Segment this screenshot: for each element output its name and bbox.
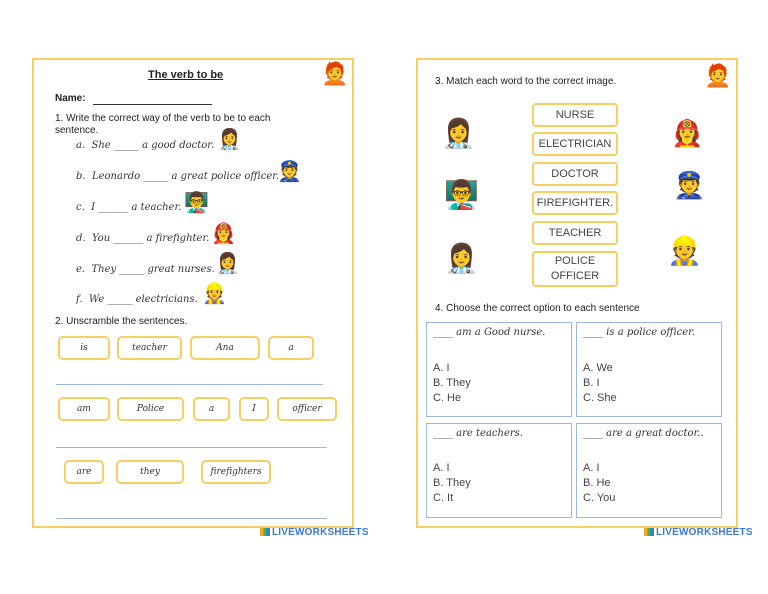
word-tile[interactable]: a (268, 336, 314, 360)
option-stem: ____ is a police officer. (583, 327, 696, 338)
teacher-icon: 👨‍🏫 (444, 179, 479, 210)
page-title: The verb to be (148, 69, 224, 81)
police-officer-icon: 👮 (673, 170, 706, 200)
match-word[interactable]: NURSE (532, 103, 618, 127)
answer-line[interactable] (56, 518, 327, 519)
nurse-icon: 👩‍⚕️ (215, 253, 240, 275)
option-choice[interactable]: B. They (433, 477, 471, 489)
firefighter-icon: 👩‍🚒 (211, 223, 236, 245)
question-4: 4. Choose the correct option to each sentence (435, 303, 640, 314)
question-2: 2. Unscramble the sentences. (55, 316, 188, 327)
electrician-icon: 👷 (202, 283, 227, 305)
word-tile[interactable]: a (193, 397, 230, 421)
option-stem: ____ are teachers. (433, 428, 523, 439)
electrician-icon: 👷 (667, 235, 702, 266)
brand-logo: LIVEWORKSHEETS (260, 527, 369, 538)
match-word[interactable]: TEACHER (532, 221, 618, 245)
brand-logo: LIVEWORKSHEETS (644, 527, 753, 538)
word-tile[interactable]: am (58, 397, 110, 421)
police-officer-icon: 👮 (277, 161, 302, 183)
name-label: Name: (55, 93, 86, 104)
firefighter-icon: 👩‍🚒 (671, 118, 704, 148)
word-tile[interactable]: Ana (190, 336, 260, 360)
q1-item: d. You ______ a firefighter. (76, 233, 210, 244)
avatar-thumbs-up-icon: 🧑‍🦰 (321, 61, 349, 86)
question-3: 3. Match each word to the correct image. (435, 76, 617, 87)
q1-item: f. We _____ electricians. (76, 294, 198, 305)
answer-line[interactable] (56, 384, 323, 385)
option-choice[interactable]: C. You (583, 492, 616, 504)
option-choice[interactable]: B. They (433, 377, 471, 389)
doctor-icon: 👩‍⚕️ (217, 129, 242, 151)
option-box (426, 322, 572, 417)
question-1: 1. Write the correct way of the verb to be to each sentence. (55, 113, 271, 136)
option-choice[interactable]: C. She (583, 392, 617, 404)
match-word[interactable]: ELECTRICIAN (532, 132, 618, 156)
match-word[interactable]: POLICE OFFICER (532, 251, 618, 287)
option-choice[interactable]: B. He (583, 477, 611, 489)
word-tile[interactable]: firefighters (201, 460, 271, 484)
word-tile[interactable]: I (239, 397, 269, 421)
word-tile[interactable]: they (116, 460, 184, 484)
match-word[interactable]: FIREFIGHTER. (532, 191, 618, 215)
word-tile[interactable]: teacher (117, 336, 182, 360)
q1-item: a. She _____ a good doctor. (76, 140, 215, 151)
option-box (576, 423, 722, 518)
answer-line[interactable] (56, 447, 327, 448)
worksheet-page-right (416, 58, 738, 528)
option-stem: ____ am a Good nurse. (433, 327, 546, 338)
name-field[interactable] (93, 103, 212, 105)
avatar-thumbs-up-icon: 🧑‍🦰 (704, 63, 732, 88)
option-box (426, 423, 572, 518)
option-box (576, 322, 722, 417)
nurse-icon: 👩‍⚕️ (444, 243, 479, 274)
q1-item: e. They _____ great nurses. (76, 264, 215, 275)
q1-item: c. I ______ a teacher. (76, 202, 182, 213)
option-choice[interactable]: A. I (433, 462, 450, 474)
q1-item: b. Leonardo _____ a great police officer. (76, 171, 280, 182)
word-tile[interactable]: is (58, 336, 110, 360)
option-choice[interactable]: A. I (583, 462, 600, 474)
match-word[interactable]: DOCTOR (532, 162, 618, 186)
option-choice[interactable]: C. He (433, 392, 462, 404)
word-tile[interactable]: Police (117, 397, 184, 421)
word-tile[interactable]: officer (277, 397, 337, 421)
option-choice[interactable]: A. We (583, 362, 613, 374)
option-choice[interactable]: C. It (433, 492, 454, 504)
worksheet-page-left (32, 58, 354, 528)
option-choice[interactable]: B. I (583, 377, 600, 389)
option-choice[interactable]: A. I (433, 362, 450, 374)
doctor-icon: 👩‍⚕️ (441, 118, 476, 149)
teacher-icon: 👨‍🏫 (184, 192, 209, 214)
word-tile[interactable]: are (64, 460, 104, 484)
option-stem: ____ are a great doctor.. (583, 428, 704, 439)
